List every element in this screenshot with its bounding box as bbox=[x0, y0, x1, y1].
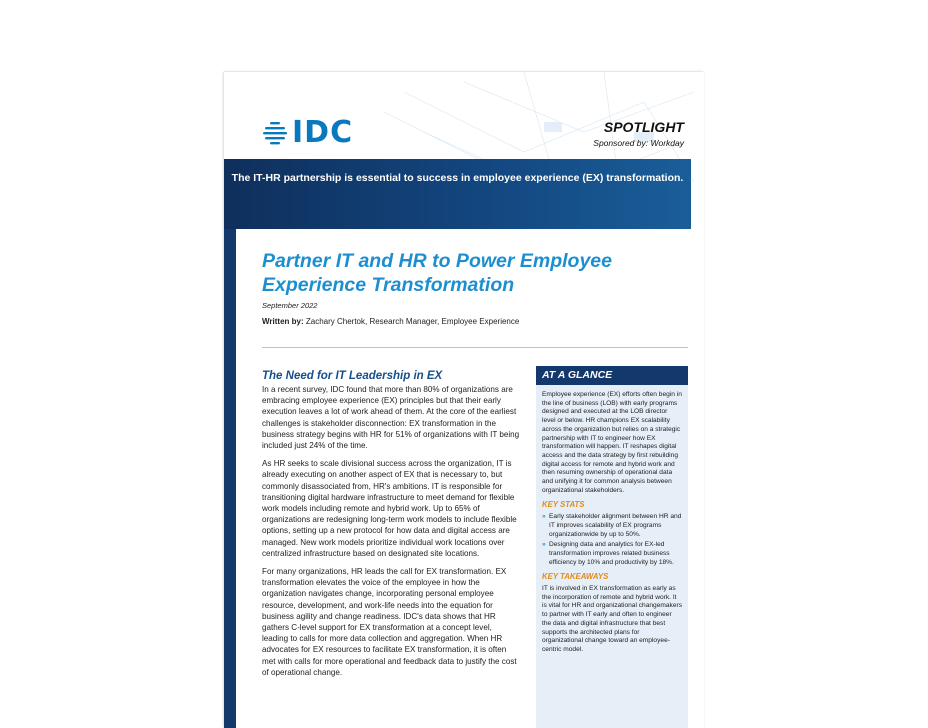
paragraph: For many organizations, HR leads the call for EX transformation. EX transformation elevates the voice of the employee in how the organization navigates change, incorporating personal employee resource, development, and work-life needs into the equation for business agility and change readiness. IDC's data shows that HR gathers C-level support for EX transformation at a concept level, leading to calls for more data collection and aggregation. When HR advocates for EX resources to facilitate EX transformation, it is often met with calls for more operational and feedback data to justify the cost of operational change. bbox=[262, 567, 517, 677]
article-title: Partner IT and HR to Power Employee Experience Transformation bbox=[262, 250, 612, 296]
paragraph: As HR seeks to scale divisional success across the organization, IT is already executing on another aspect of EX that is necessary to, but commonly disassociated from, HR's ambitions. IT is responsible for transitioning digital hardware infrastructure to meet demand for flexible work models including remote and hybrid work. Up to 65% of organizations are redesigning long-term work models to include flexible options, setting up a new protocol for how data and digital access are managed. New work models prioritize individual work locations over centralized infrastructure based on designated site locations. bbox=[262, 459, 517, 558]
bullet-icon: » bbox=[542, 541, 546, 549]
idc-logo bbox=[262, 115, 354, 150]
body-text bbox=[262, 384, 520, 685]
glance-body bbox=[536, 385, 688, 655]
key-stat-text: Early stakeholder alignment between HR and IT improves scalability of EX programs organizationwide by up to 50%. bbox=[549, 513, 682, 538]
at-a-glance-panel bbox=[536, 366, 688, 728]
logo-wordmark: IDC bbox=[292, 115, 354, 150]
key-takeaways-text: IT is involved in EX transformation as early as the incorporation of remote and hybrid work. It is vital for HR and organizational changemakers to partner with IT early and often to engineer the data and digital infrastructure that best supports the architected plans for organizational change toward an employee-centric model. bbox=[542, 585, 683, 653]
byline bbox=[262, 317, 519, 326]
tagline-banner bbox=[224, 159, 691, 229]
sponsor-label: Sponsored by: Workday bbox=[593, 138, 684, 148]
glance-intro: Employee experience (EX) efforts often begin in the line of business (LOB) with early programs designed and executed at the LOB director level or below. HR champions EX scalability across the organization but relies on a strategic partnership with IT to engineer how EX transformation will happen. IT reshapes digital access and the data strategy by first rebuilding digital access for remote and hybrid work and then resuming ownership of operational data and unifying it for common analysis between organizational stakeholders. bbox=[542, 391, 682, 494]
idc-globe-icon bbox=[262, 120, 288, 146]
paragraph: In a recent survey, IDC found that more than 80% of organizations are embracing employee experience (EX) principles but that their early execution leaves a lot of work ahead of them. At the core of the earliest challenges is stakeholder disconnection: EX transformation in the business strategy begins with HR for 51% of organizations with IT being included just 24% of the time. bbox=[262, 385, 520, 451]
key-stats-heading: KEY STATS bbox=[542, 500, 585, 510]
bullet-icon: » bbox=[542, 513, 546, 521]
left-accent-bar bbox=[224, 159, 236, 728]
document-page bbox=[224, 72, 704, 728]
article-date: September 2022 bbox=[262, 301, 318, 310]
content-area bbox=[236, 229, 704, 728]
key-stat-item bbox=[542, 541, 682, 567]
byline-author: Zachary Chertok, Research Manager, Employee Experience bbox=[305, 317, 520, 326]
key-stat-text: Designing data and analytics for EX-led transformation improves related business efficiency by 10% and productivity by 18%. bbox=[549, 541, 674, 566]
key-takeaways-heading: KEY TAKEAWAYS bbox=[542, 572, 609, 582]
spotlight-header bbox=[593, 119, 684, 148]
byline-label: Written by: bbox=[262, 317, 304, 326]
divider bbox=[262, 347, 688, 348]
glance-heading: AT A GLANCE bbox=[536, 366, 688, 385]
key-stat-item bbox=[542, 513, 682, 539]
spotlight-label: SPOTLIGHT bbox=[603, 119, 684, 135]
section-title: The Need for IT Leadership in EX bbox=[262, 370, 443, 382]
banner-tagline: The IT-HR partnership is essential to success in employee experience (EX) transformation. bbox=[231, 172, 684, 184]
